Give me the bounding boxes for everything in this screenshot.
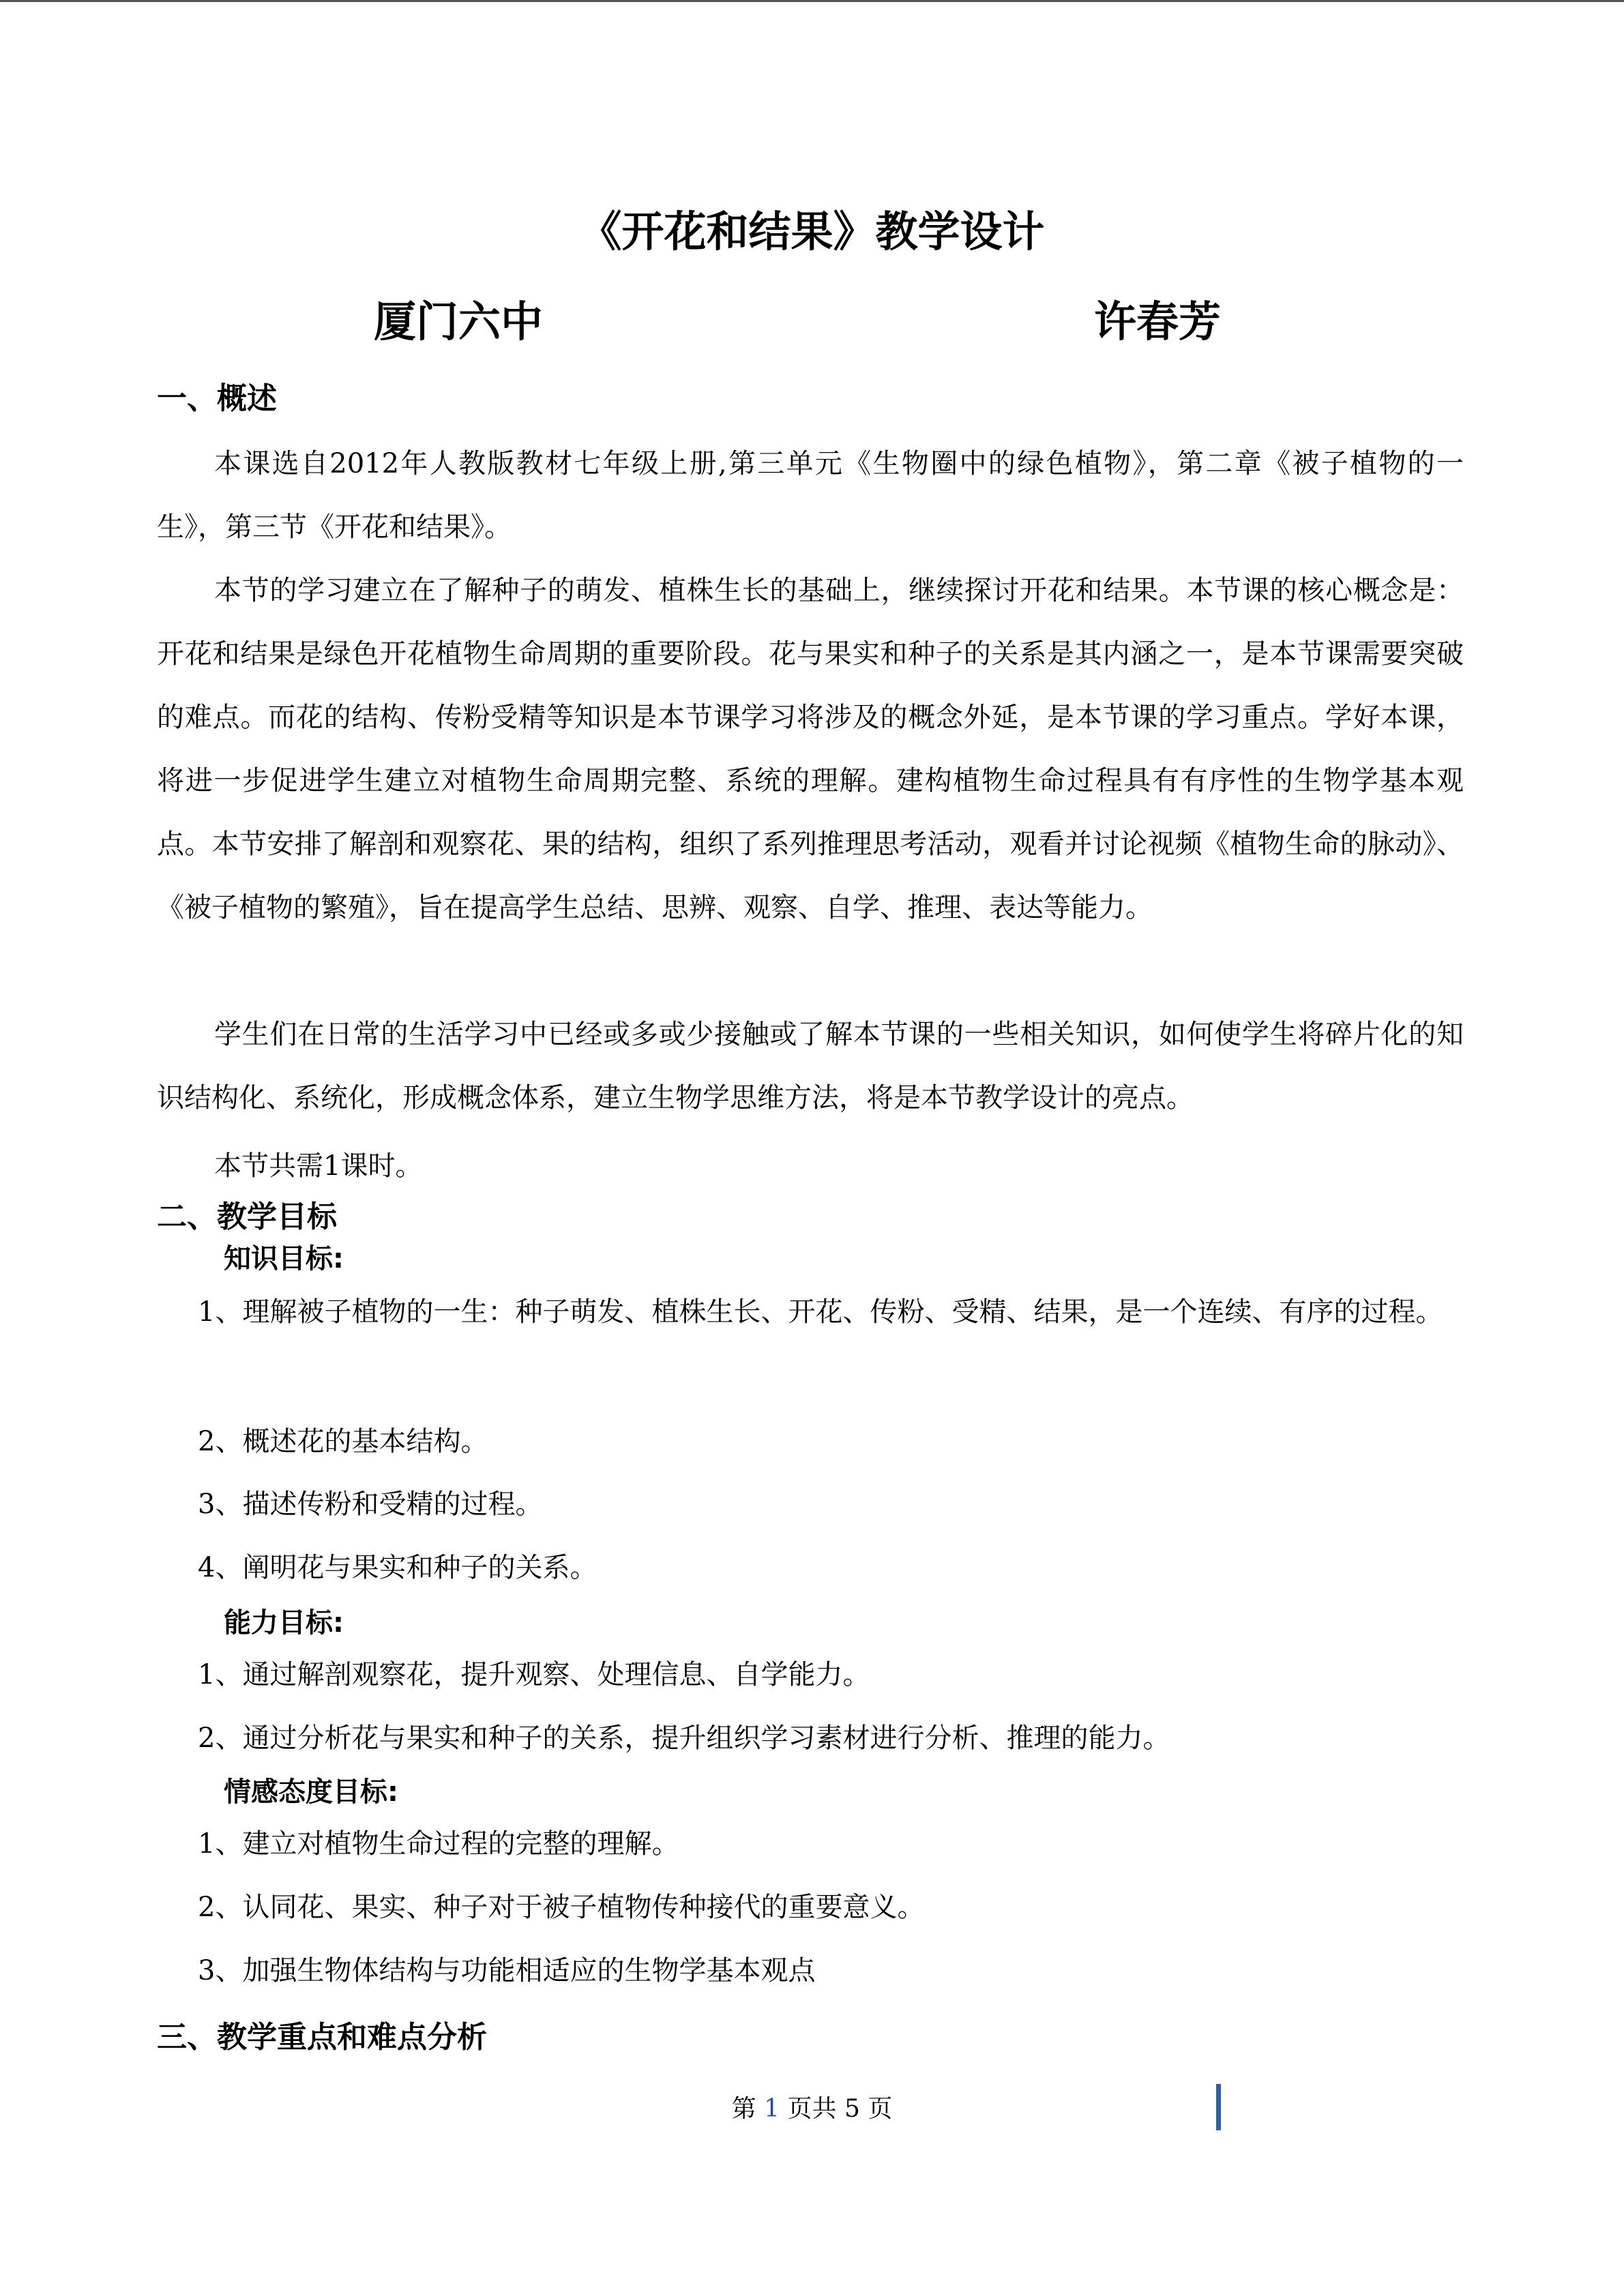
knowledge-item: 1、理解被子植物的一生：种子萌发、植株生长、开花、传粉、受精、结果，是一个连续、有序的过程。 <box>198 1296 1443 1328</box>
knowledge-item: 4、阐明花与果实和种子的关系。 <box>198 1552 597 1583</box>
overview-paragraph-1: 本课选自2012年人教版教材七年级上册,第三单元《生物圈中的绿色植物》，第二章《被子植物的一生》，第三节《开花和结果》。 <box>157 448 1464 543</box>
emotion-item: 1、建立对植物生命过程的完整的理解。 <box>198 1828 679 1860</box>
text-cursor-bar <box>1216 2084 1221 2130</box>
author-name: 许春芳 <box>1094 297 1222 346</box>
emotion-item: 3、加强生物体结构与功能相适应的生物学基本观点 <box>198 1955 816 1986</box>
emotion-objectives-heading: 情感态度目标: <box>224 1776 398 1808</box>
section-heading-objectives: 二、教学目标 <box>157 1199 337 1234</box>
footer-total-pages: 5 <box>844 2095 860 2123</box>
section-heading-key-points: 三、教学重点和难点分析 <box>157 2020 487 2055</box>
knowledge-objectives-heading: 知识目标: <box>224 1243 344 1274</box>
page-footer <box>0 2092 1624 2126</box>
footer-middle: 页共 <box>787 2095 837 2123</box>
knowledge-item: 3、描述传粉和受精的过程。 <box>198 1489 543 1520</box>
ability-item: 2、通过分析花与果实和种子的关系，提升组织学习素材进行分析、推理的能力。 <box>198 1723 1170 1754</box>
overview-paragraph-2: 本节的学习建立在了解种子的萌发、植株生长的基础上，继续探讨开花和结果。本节课的核心概念是：开花和结果是绿色开花植物生命周期的重要阶段。花与果实和种子的关系是其内涵之一，是本节课需要突破的难点。而花的结构、传粉受精等知识是本节课学习将涉及的概念外延，是本节课的学习重点。学好本课，将进一步促进学生建立对植物生命周期完整、系统的理解。建构植物生命过程具有有序性的生物学基本观点。本节安排了解剖和观察花、果的结构，组织了系列推理思考活动，观看并讨论视频《植物生命的脉动》、《被子植物的繁殖》，旨在提高学生总结、思辨、观察、自学、推理、表达等能力。 <box>157 575 1464 923</box>
emotion-item: 2、认同花、果实、种子对于被子植物传种接代的重要意义。 <box>198 1892 925 1923</box>
footer-page-number: 1 <box>764 2095 780 2123</box>
knowledge-item: 2、概述花的基本结构。 <box>198 1426 488 1457</box>
overview-paragraph-3: 学生们在日常的生活学习中已经或多或少接触或了解本节课的一些相关知识，如何使学生将碎片化的知识结构化、系统化，形成概念体系，建立生物学思维方法，将是本节教学设计的亮点。 <box>157 1019 1464 1114</box>
footer-prefix: 第 <box>731 2095 756 2123</box>
page-top-border <box>0 0 1624 2</box>
overview-paragraph-4: 本节共需1课时。 <box>214 1150 423 1182</box>
section-heading-overview: 一、概述 <box>157 381 277 416</box>
ability-item: 1、通过解剖观察花，提升观察、处理信息、自学能力。 <box>198 1659 870 1690</box>
footer-suffix: 页 <box>868 2095 893 2123</box>
school-name: 厦门六中 <box>374 297 544 346</box>
ability-objectives-heading: 能力目标: <box>224 1607 344 1639</box>
document-title: 《开花和结果》教学设计 <box>579 207 1045 256</box>
